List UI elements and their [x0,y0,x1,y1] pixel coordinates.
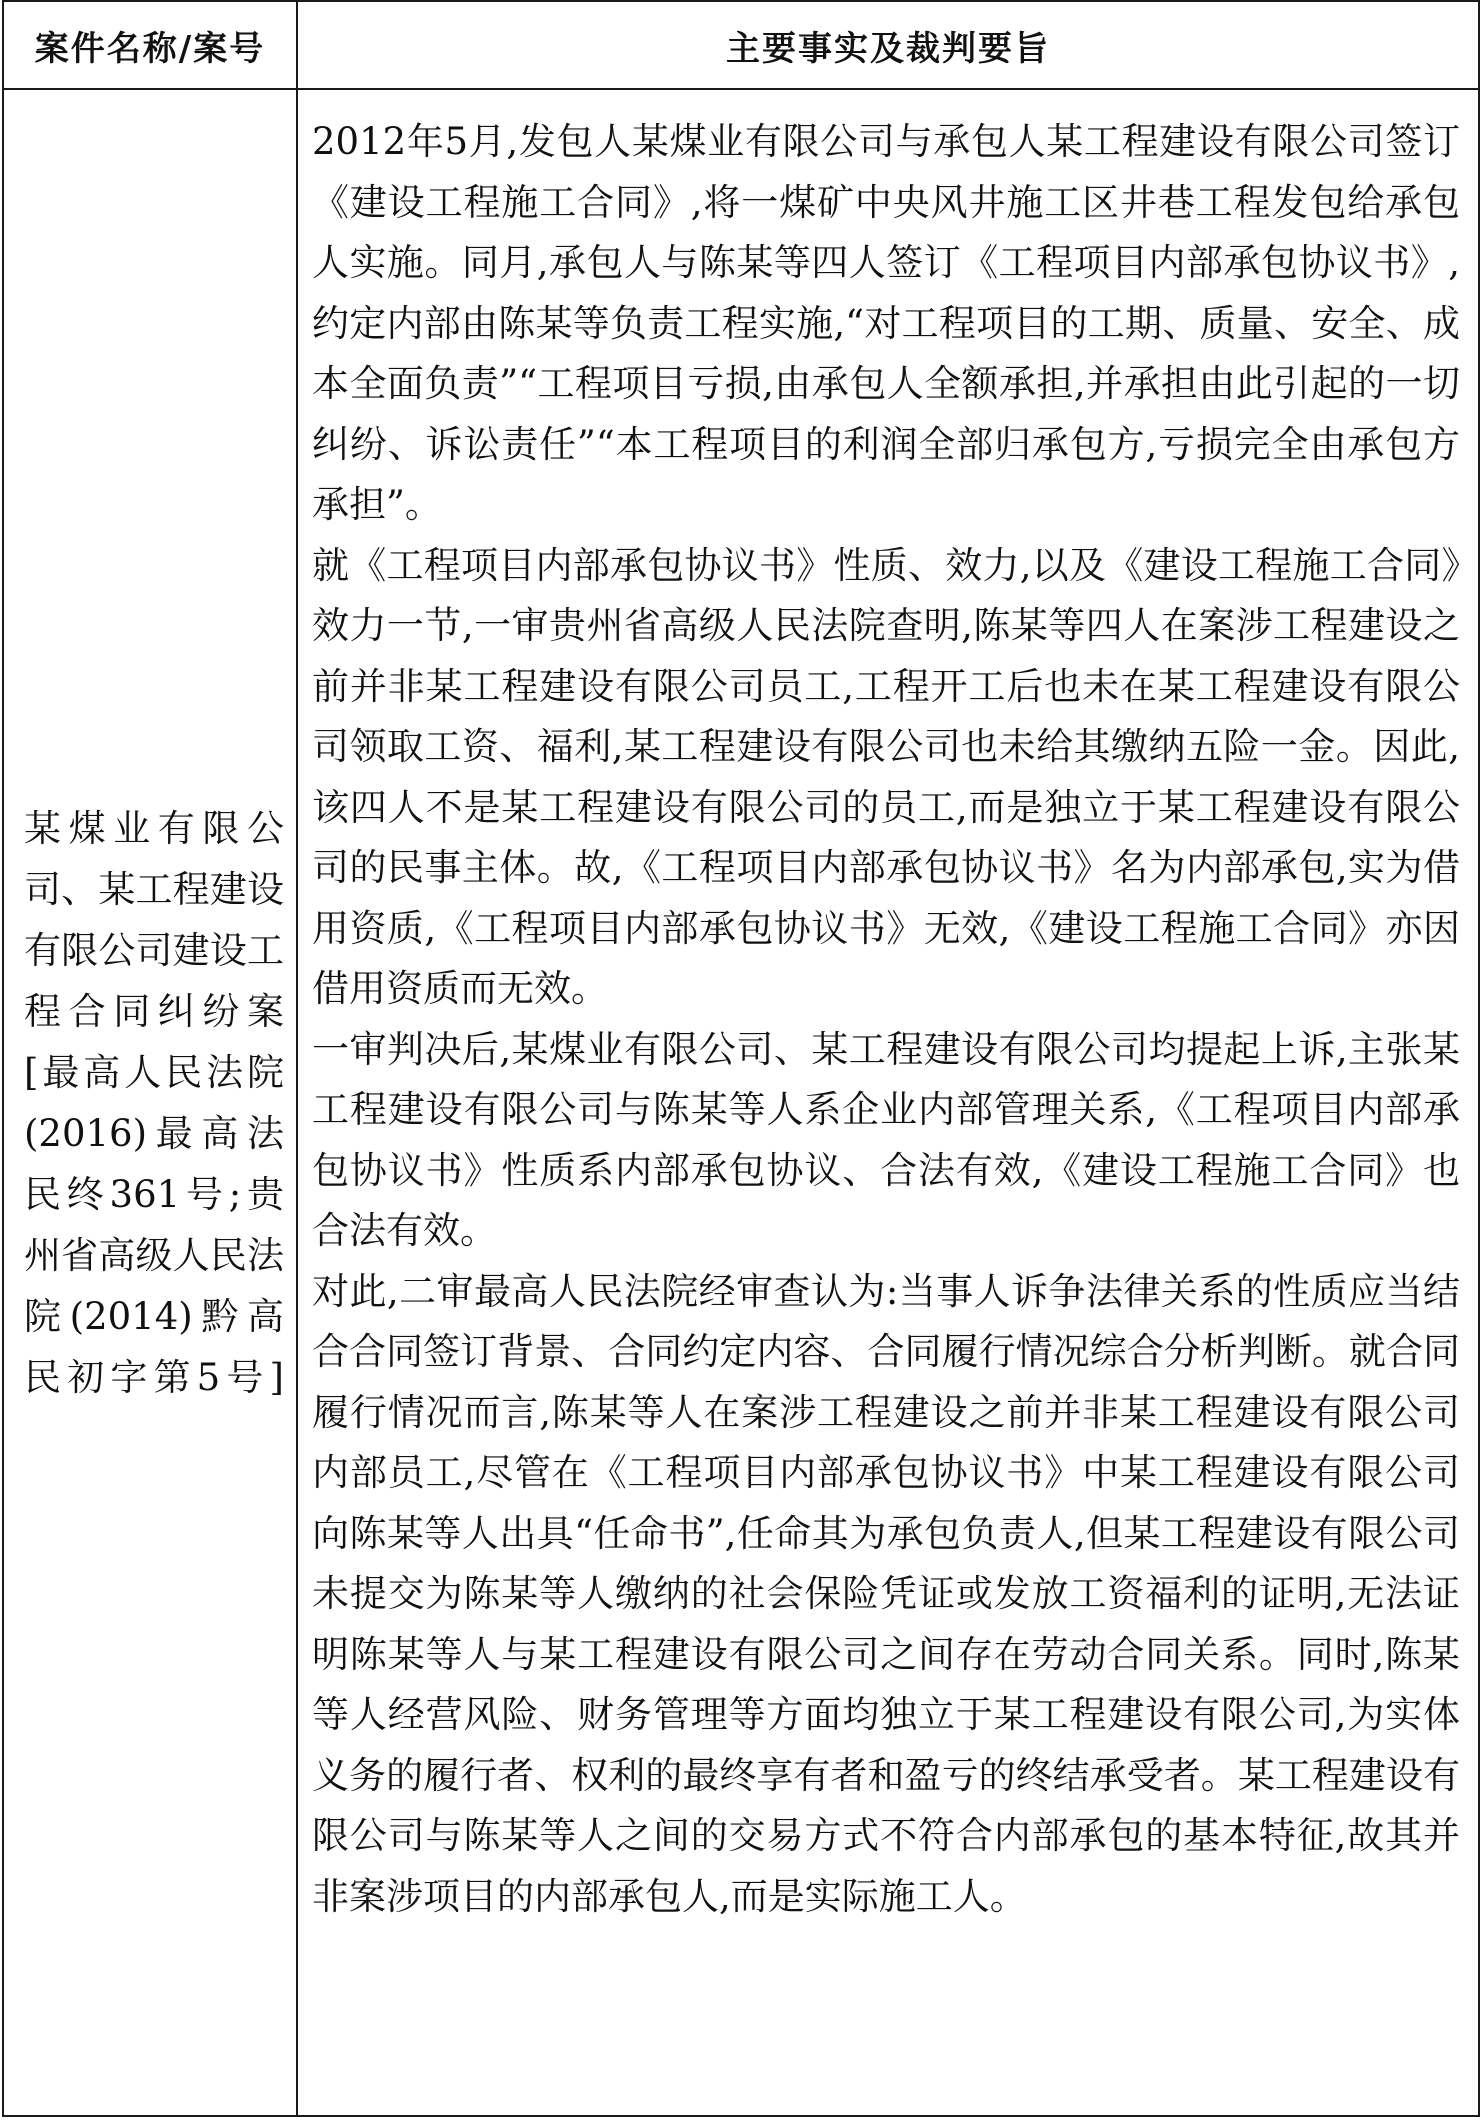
facts-paragraph-2: 就《工程项目内部承包协议书》性质、效力,以及《建设工程施工合同》效力一节,一审贵州省高级人民法院查明,陈某等四人在案涉工程建设之前并非某工程建设有限公司员工,工程开工后也未在某工程建设有限公司领取工资、福利,某工程建设有限公司也未给其缴纳五险一金。因此,该四人不是某工程建设有限公司的员工,而是独立于某工程建设有限公司的民事主体。故,《工程项目内部承包协议书》名为内部承包,实为借用资质,《工程项目内部承包协议书》无效,《建设工程施工合同》亦因借用资质而无效。 [312,543,1460,1010]
facts-paragraph-1: 2012年5月,发包人某煤业有限公司与承包人某工程建设有限公司签订《建设工程施工合同》,将一煤矿中央风井施工区井巷工程发包给承包人实施。同月,承包人与陈某等四人签订《工程项目内部承包协议书》,约定内部由陈某等负责工程实施,“对工程项目的工期、质量、安全、成本全面负责”“工程项目亏损,由承包人全额承担,并承担由此引起的一切纠纷、诉讼责任”“本工程项目的利润全部归承包方,亏损完全由承包方承担”。 [312,120,1460,526]
case-table [2,0,1480,2117]
case-name-cell [3,89,297,2116]
header-facts: 主要事实及裁判要旨 [297,1,1479,89]
table-row [3,89,1479,2116]
case-name-text: 某煤业有限公司、某工程建设有限公司建设工程合同纠纷案[最高人民法院(2016)最高法民终361号;贵州省高级人民法院(2014)黔高民初字第5号] [24,806,284,1399]
facts-paragraph-3: 一审判决后,某煤业有限公司、某工程建设有限公司均提起上诉,主张某工程建设有限公司与陈某等人系企业内部管理关系,《工程项目内部承包协议书》性质系内部承包协议、合法有效,《建设工程施工合同》也合法有效。 [312,1027,1460,1252]
header-case-name: 案件名称/案号 [3,1,297,89]
table-header-row [3,1,1479,89]
case-facts-cell [297,89,1479,2116]
facts-paragraph-4: 对此,二审最高人民法院经审查认为:当事人诉争法律关系的性质应当结合合同签订背景、合同约定内容、合同履行情况综合分析判断。就合同履行情况而言,陈某等人在案涉工程建设之前并非某工程建设有限公司内部员工,尽管在《工程项目内部承包协议书》中某工程建设有限公司向陈某等人出具“任命书”,任命其为承包负责人,但某工程建设有限公司未提交为陈某等人缴纳的社会保险凭证或发放工资福利的证明,无法证明陈某等人与某工程建设有限公司之间存在劳动合同关系。同时,陈某等人经营风险、财务管理等方面均独立于某工程建设有限公司,为实体义务的履行者、权利的最终享有者和盈亏的终结承受者。某工程建设有限公司与陈某等人之间的交易方式不符合内部承包的基本特征,故其并非案涉项目的内部承包人,而是实际施工人。 [312,1269,1460,1918]
